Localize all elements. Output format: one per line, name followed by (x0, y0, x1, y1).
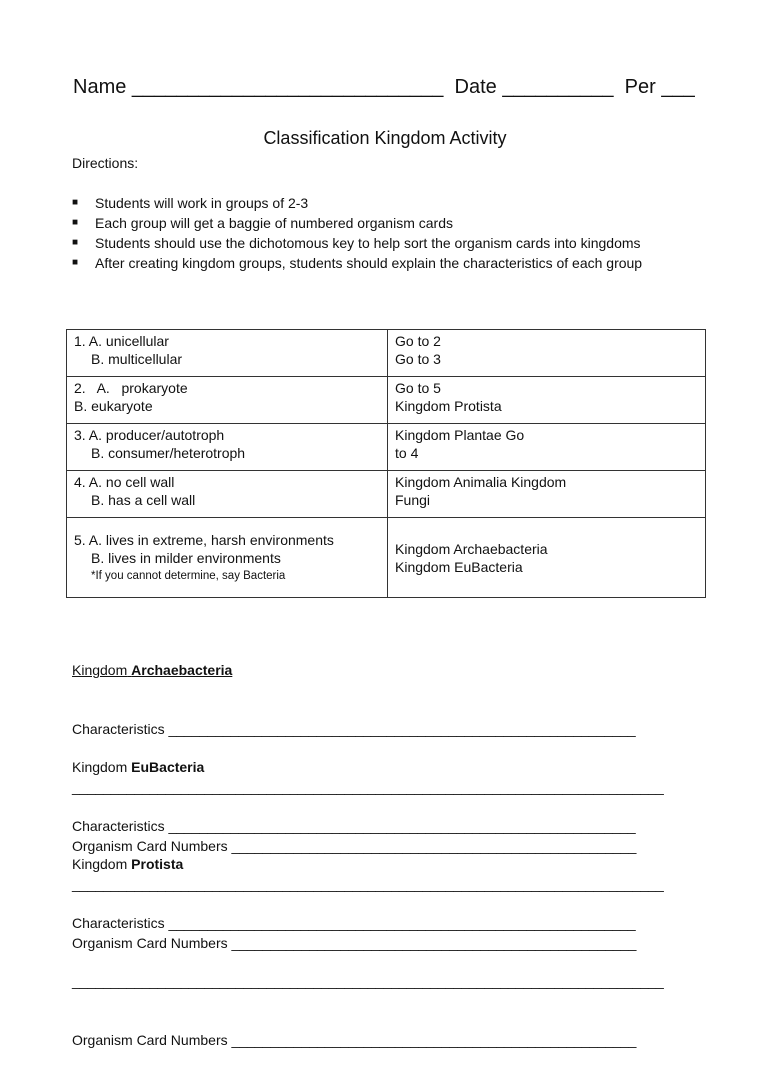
characteristics-line[interactable]: Characteristics ____________________________________________________________ (72, 720, 636, 737)
list-item: ■ Students will work in groups of 2-3 (72, 195, 309, 211)
directions-label: Directions: (72, 155, 139, 171)
table-row (67, 518, 706, 598)
key-result-cell: Go to 2 Go to 3 (388, 330, 706, 377)
date-field[interactable]: __________ (502, 76, 614, 98)
page-title: Classification Kingdom Activity (263, 128, 507, 148)
characteristics-line[interactable]: Characteristics ____________________________________________________________ (72, 817, 636, 834)
per-label: Per (624, 76, 656, 98)
table-row (67, 330, 706, 377)
kingdom-heading: Kingdom EuBacteria (72, 759, 205, 775)
key-step-cell: 1. A. unicellular B. multicellular (67, 330, 388, 377)
key-result-cell: Kingdom Archaebacteria Kingdom EuBacteria (388, 518, 706, 598)
per-field[interactable]: ___ (661, 76, 695, 98)
name-field[interactable]: ____________________________ (131, 76, 444, 98)
header-line (73, 76, 695, 99)
key-step-cell: 2. A. prokaryote B. eukaryote (67, 377, 388, 424)
table-row (67, 471, 706, 518)
name-label: Name (73, 76, 127, 98)
list-item: ■ Each group will get a baggie of numbered organism cards (72, 215, 453, 231)
characteristics-line[interactable]: Characteristics ____________________________________________________________ (72, 914, 636, 931)
bullet-icon: ■ (72, 237, 79, 248)
characteristics-line-2[interactable]: ____________________________________________________________________________ (72, 876, 664, 892)
key-step-cell: 5. A. lives in extreme, harsh environments B. lives in milder environments *If you cannot determine, say Bacteria (67, 518, 388, 598)
date-label: Date (454, 76, 497, 98)
key-step-cell: 3. A. producer/autotroph B. consumer/heterotroph (67, 424, 388, 471)
bullet-icon: ■ (72, 217, 79, 228)
characteristics-line-2[interactable]: ____________________________________________________________________________ (72, 973, 664, 989)
list-item: ■ Students should use the dichotomous key to help sort the organism cards into kingdoms (72, 235, 641, 251)
key-result-cell: Go to 5 Kingdom Protista (388, 377, 706, 424)
kingdom-heading: Kingdom Archaebacteria (72, 662, 233, 678)
directions-list (72, 193, 642, 273)
key-result-cell: Kingdom Animalia Kingdom Fungi (388, 471, 706, 518)
key-result-cell: Kingdom Plantae Go to 4 (388, 424, 706, 471)
list-item: ■ After creating kingdom groups, students should explain the characteristics of each group (72, 255, 643, 271)
table-row (67, 424, 706, 471)
bullet-icon: ■ (72, 197, 79, 208)
kingdom-section-protista (72, 816, 712, 1070)
organism-card-line[interactable]: Organism Card Numbers ____________________________________________________ (72, 837, 637, 854)
table-row (67, 377, 706, 424)
dichotomous-key-table (66, 329, 706, 598)
organism-card-line[interactable]: Organism Card Numbers ____________________________________________________ (72, 934, 637, 951)
kingdom-heading: Kingdom Protista (72, 856, 184, 872)
characteristics-line-2[interactable]: ____________________________________________________________________________ (72, 779, 664, 795)
key-step-cell: 4. A. no cell wall B. has a cell wall (67, 471, 388, 518)
organism-card-line[interactable]: Organism Card Numbers ____________________________________________________ (72, 1031, 637, 1048)
bullet-icon: ■ (72, 257, 79, 268)
